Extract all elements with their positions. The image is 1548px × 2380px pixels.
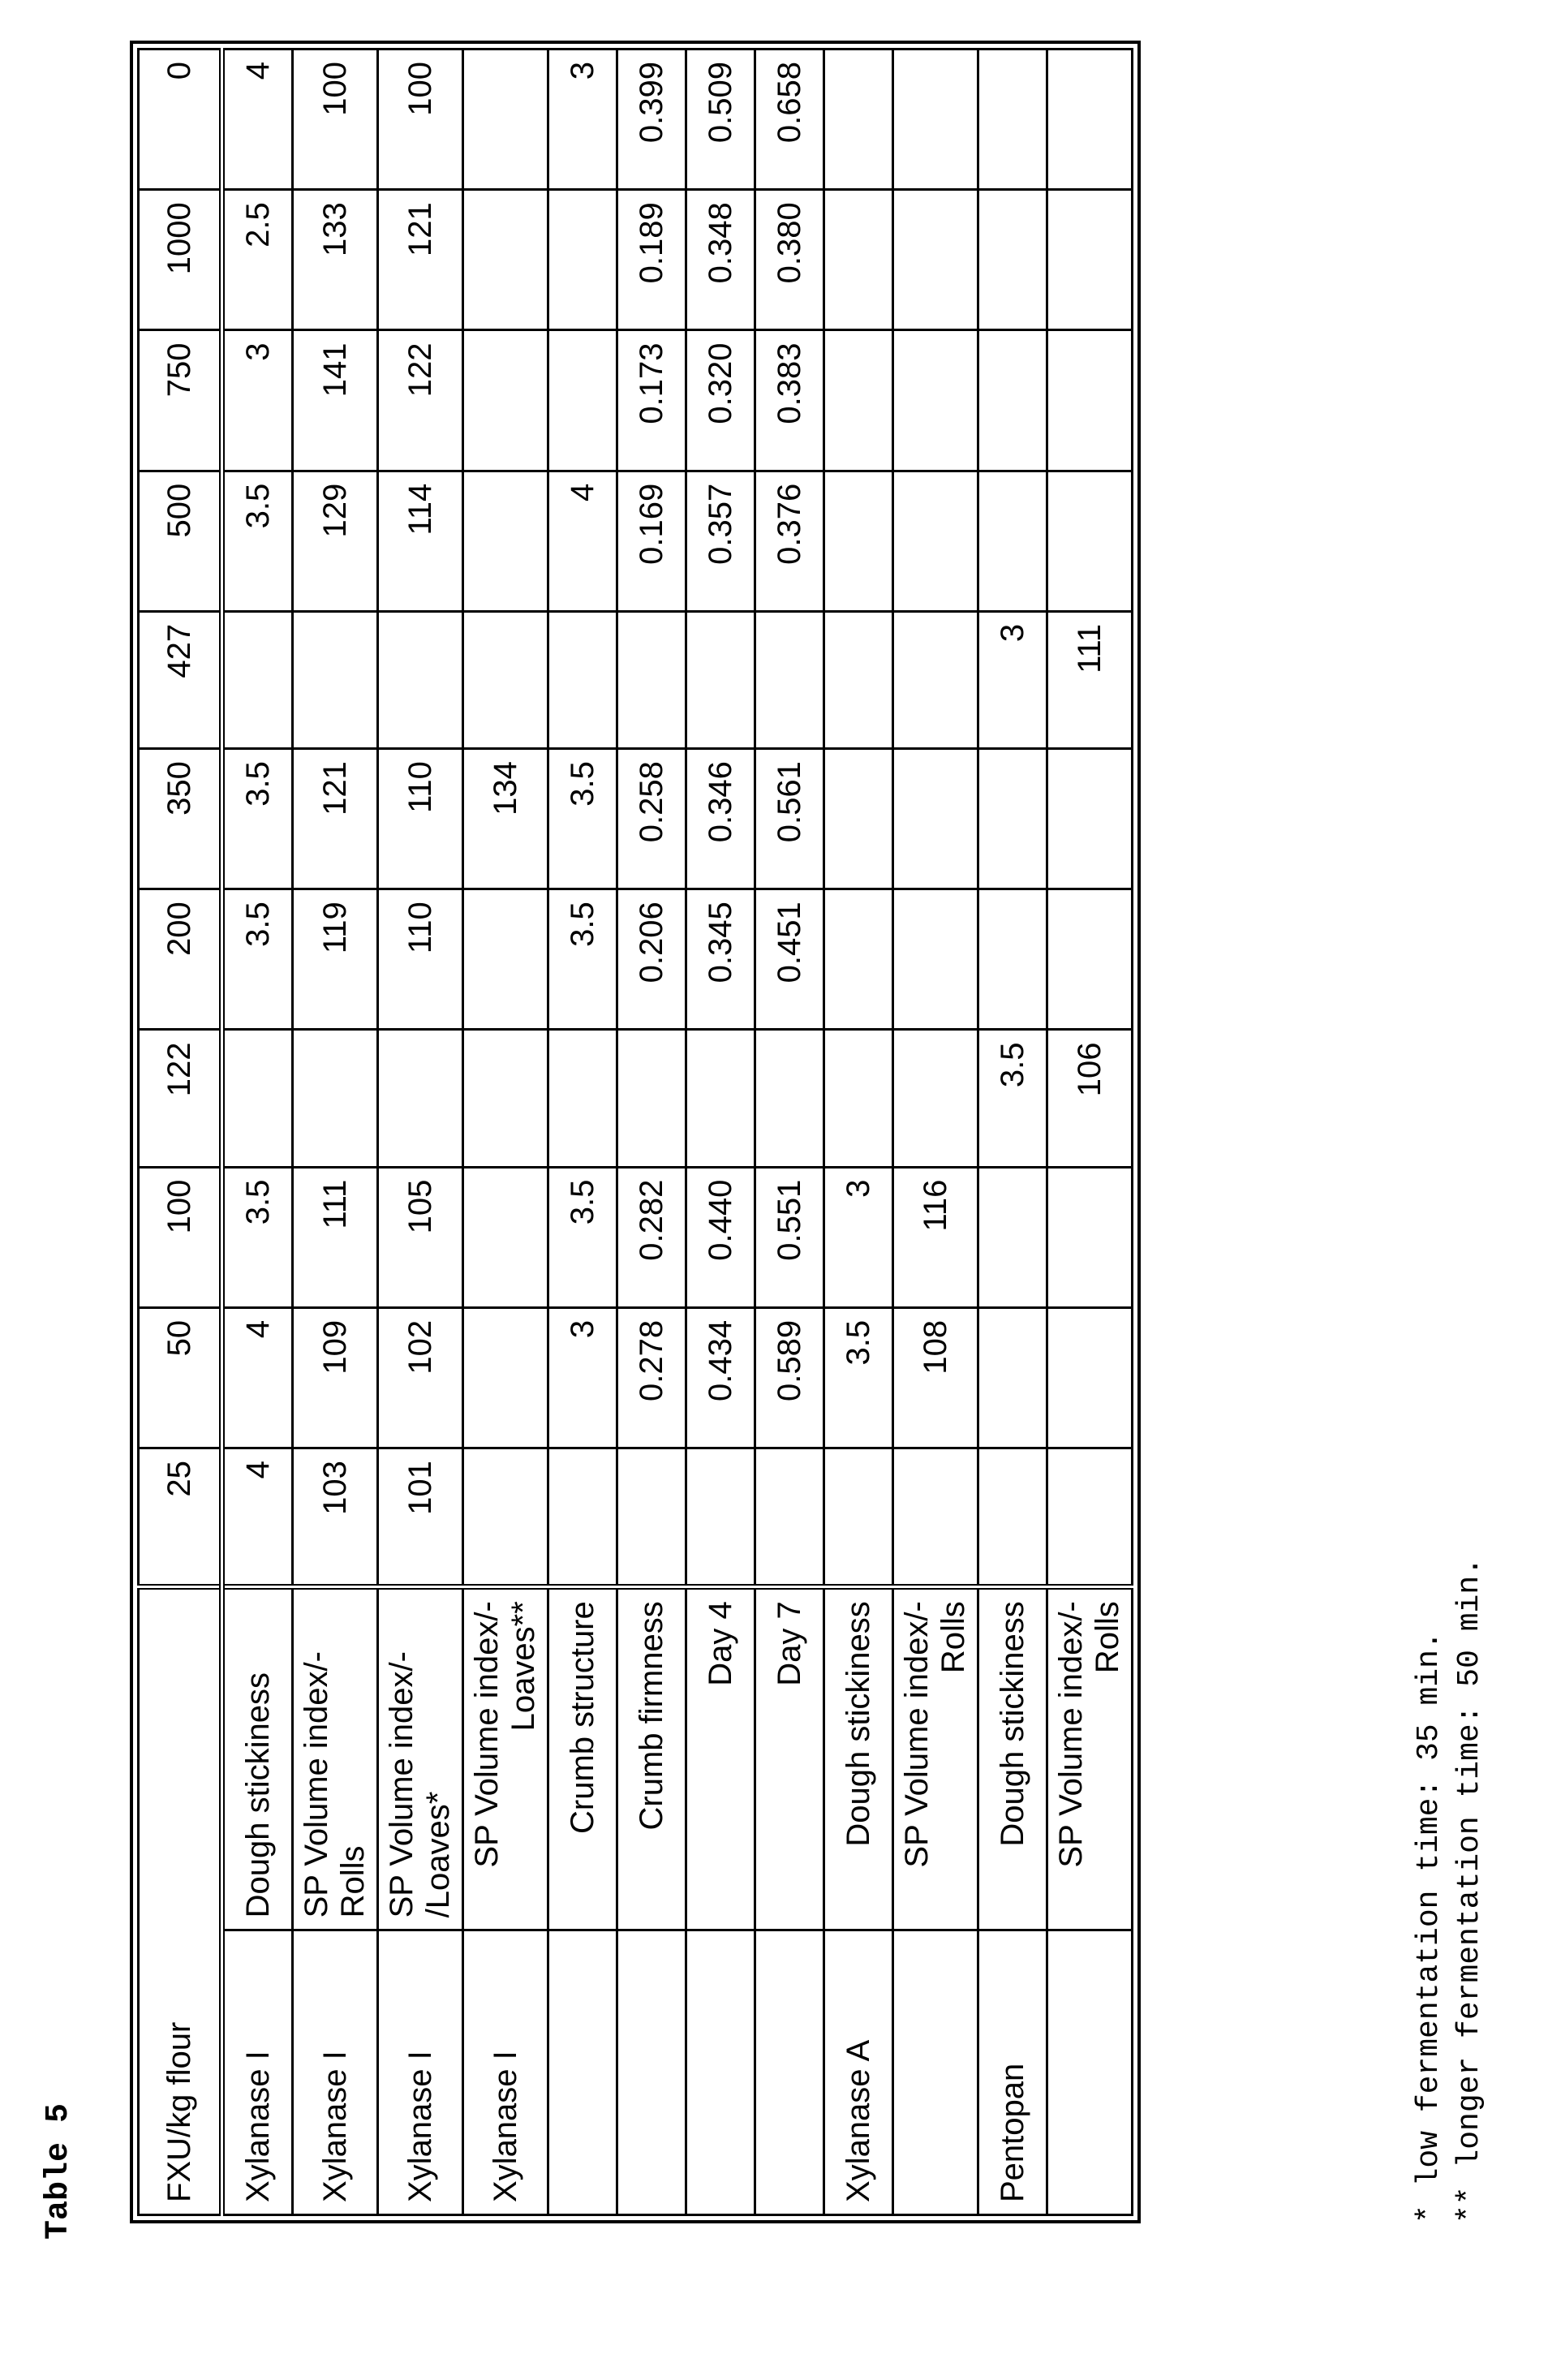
parameter-cell: Crumb firmness [617, 1587, 686, 1930]
value-cell: 0.345 [686, 889, 755, 1030]
value-cell [1047, 190, 1133, 330]
value-cell: 0.380 [755, 190, 824, 330]
enzyme-name-cell: Xylanase I [293, 1930, 378, 2215]
value-cell: 0.346 [686, 749, 755, 889]
parameter-cell: Day 4 [686, 1587, 755, 1930]
value-cell [893, 190, 978, 330]
value-cell: 114 [378, 471, 463, 611]
value-cell: 0.357 [686, 471, 755, 611]
value-cell: 0.509 [686, 49, 755, 190]
value-cell [893, 1448, 978, 1587]
value-cell: 121 [293, 749, 378, 889]
value-cell: 0.348 [686, 190, 755, 330]
results-table [137, 48, 1133, 2216]
value-cell [222, 1030, 293, 1167]
value-cell [463, 1167, 548, 1307]
dose-header: 200 [139, 889, 222, 1030]
value-cell: 0.658 [755, 49, 824, 190]
value-cell: 109 [293, 1307, 378, 1448]
value-cell: 105 [378, 1167, 463, 1307]
value-cell: 3.5 [222, 749, 293, 889]
value-cell: 3 [548, 49, 617, 190]
value-cell [1047, 749, 1133, 889]
value-cell: 3 [222, 330, 293, 471]
value-cell [463, 1448, 548, 1587]
value-cell: 3.5 [978, 1030, 1047, 1167]
value-cell [617, 1030, 686, 1167]
value-cell: 3.5 [824, 1307, 893, 1448]
enzyme-name-cell: Xylanase I [463, 1930, 548, 2215]
value-cell [1047, 1448, 1133, 1587]
parameter-cell: Dough stickiness [222, 1587, 293, 1930]
value-cell [978, 190, 1047, 330]
value-cell [548, 1030, 617, 1167]
footnote-2: ** longer fermentation time: 50 min. [1452, 1557, 1487, 2223]
value-cell [824, 1448, 893, 1587]
value-cell: 133 [293, 190, 378, 330]
value-cell [893, 471, 978, 611]
value-cell: 119 [293, 889, 378, 1030]
value-cell [978, 889, 1047, 1030]
value-cell [893, 330, 978, 471]
value-cell: 3 [978, 611, 1047, 748]
value-cell: 108 [893, 1307, 978, 1448]
value-cell [893, 749, 978, 889]
value-cell: 3.5 [548, 889, 617, 1030]
value-cell [755, 1030, 824, 1167]
value-cell: 100 [378, 49, 463, 190]
value-cell [824, 889, 893, 1030]
value-cell: 0.451 [755, 889, 824, 1030]
value-cell [978, 471, 1047, 611]
value-cell [824, 611, 893, 748]
value-cell [824, 330, 893, 471]
value-cell: 0.440 [686, 1167, 755, 1307]
value-cell [463, 889, 548, 1030]
value-cell [978, 1307, 1047, 1448]
value-cell [463, 1307, 548, 1448]
value-cell: 110 [378, 889, 463, 1030]
value-cell: 0.189 [617, 190, 686, 330]
value-cell: 3 [824, 1167, 893, 1307]
footnote-1: * low fermentation time: 35 min. [1412, 1631, 1447, 2223]
value-cell [824, 749, 893, 889]
value-cell [1047, 330, 1133, 471]
value-cell: 116 [893, 1167, 978, 1307]
value-cell [378, 611, 463, 748]
table-row [978, 49, 1047, 2215]
parameter-cell: Dough stickiness [978, 1587, 1047, 1930]
enzyme-name-cell [893, 1930, 978, 2215]
value-cell [548, 190, 617, 330]
enzyme-name-cell [686, 1930, 755, 2215]
table-frame [130, 41, 1141, 2223]
enzyme-name-cell: Xylanase I [222, 1930, 293, 2215]
table-row [824, 49, 893, 2215]
value-cell [686, 1030, 755, 1167]
value-cell [463, 190, 548, 330]
value-cell: 0.258 [617, 749, 686, 889]
value-cell: 4 [222, 1448, 293, 1587]
parameter-cell: SP Volume index/- Rolls [1047, 1587, 1133, 1930]
value-cell [463, 471, 548, 611]
value-cell: 0.278 [617, 1307, 686, 1448]
value-cell: 4 [222, 49, 293, 190]
value-cell [548, 330, 617, 471]
table-row [222, 49, 293, 2215]
value-cell: 0.206 [617, 889, 686, 1030]
value-cell: 3.5 [548, 1167, 617, 1307]
value-cell [893, 49, 978, 190]
value-cell: 3.5 [222, 889, 293, 1030]
value-cell [893, 1030, 978, 1167]
value-cell [617, 611, 686, 748]
value-cell: 0.399 [617, 49, 686, 190]
parameter-cell: Crumb structure [548, 1587, 617, 1930]
value-cell: 3.5 [222, 1167, 293, 1307]
value-cell: 0.320 [686, 330, 755, 471]
value-cell: 0.383 [755, 330, 824, 471]
value-cell [293, 1030, 378, 1167]
dose-header: 427 [139, 611, 222, 748]
rotated-page [41, 41, 1533, 2296]
table-row [893, 49, 978, 2215]
value-cell [978, 749, 1047, 889]
header-row [139, 49, 222, 2215]
table-row [1047, 49, 1133, 2215]
value-cell [755, 1448, 824, 1587]
parameter-cell: Dough stickiness [824, 1587, 893, 1930]
value-cell [686, 611, 755, 748]
value-cell [686, 1448, 755, 1587]
value-cell [824, 471, 893, 611]
value-cell: 100 [293, 49, 378, 190]
value-cell: 0.169 [617, 471, 686, 611]
table-row [755, 49, 824, 2215]
table-row [463, 49, 548, 2215]
enzyme-name-cell [755, 1930, 824, 2215]
enzyme-name-cell [1047, 1930, 1133, 2215]
table-row [378, 49, 463, 2215]
value-cell [378, 1030, 463, 1167]
value-cell: 106 [1047, 1030, 1133, 1167]
parameter-cell: SP Volume index/- Loaves** [463, 1587, 548, 1930]
value-cell [463, 611, 548, 748]
value-cell: 134 [463, 749, 548, 889]
value-cell [893, 611, 978, 748]
table-row [686, 49, 755, 2215]
value-cell: 121 [378, 190, 463, 330]
dose-header: 350 [139, 749, 222, 889]
parameter-cell: SP Volume index/- Rolls [893, 1587, 978, 1930]
value-cell: 0.282 [617, 1167, 686, 1307]
value-cell [463, 1030, 548, 1167]
dose-header: 100 [139, 1167, 222, 1307]
value-cell [1047, 49, 1133, 190]
value-cell: 0.551 [755, 1167, 824, 1307]
value-cell: 111 [293, 1167, 378, 1307]
value-cell: 0.561 [755, 749, 824, 889]
value-cell: 129 [293, 471, 378, 611]
value-cell [978, 330, 1047, 471]
dose-header: 750 [139, 330, 222, 471]
enzyme-name-cell: Xylanase I [378, 1930, 463, 2215]
value-cell [824, 1030, 893, 1167]
table-caption: Table 5 [41, 2102, 77, 2240]
dose-header: 122 [139, 1030, 222, 1167]
value-cell: 111 [1047, 611, 1133, 748]
value-cell [893, 889, 978, 1030]
value-cell [824, 49, 893, 190]
enzyme-name-cell [548, 1930, 617, 2215]
dose-header: 500 [139, 471, 222, 611]
value-cell: 2.5 [222, 190, 293, 330]
dose-header: 50 [139, 1307, 222, 1448]
dose-header: 1000 [139, 190, 222, 330]
enzyme-name-cell: Pentopan [978, 1930, 1047, 2215]
parameter-cell: Day 7 [755, 1587, 824, 1930]
dose-header: 25 [139, 1448, 222, 1587]
header-label: FXU/kg flour [139, 1587, 222, 2215]
value-cell [1047, 1167, 1133, 1307]
table-row [293, 49, 378, 2215]
value-cell [463, 330, 548, 471]
value-cell [1047, 471, 1133, 611]
value-cell [293, 611, 378, 748]
value-cell: 4 [548, 471, 617, 611]
value-cell: 102 [378, 1307, 463, 1448]
value-cell: 3.5 [222, 471, 293, 611]
value-cell [548, 1448, 617, 1587]
dose-header: 0 [139, 49, 222, 190]
value-cell [824, 190, 893, 330]
value-cell [1047, 889, 1133, 1030]
value-cell [978, 1167, 1047, 1307]
value-cell: 141 [293, 330, 378, 471]
enzyme-name-cell: Xylanase A [824, 1930, 893, 2215]
value-cell: 122 [378, 330, 463, 471]
parameter-cell: SP Volume index/- /Loaves* [378, 1587, 463, 1930]
value-cell: 0.589 [755, 1307, 824, 1448]
value-cell [755, 611, 824, 748]
value-cell: 0.434 [686, 1307, 755, 1448]
value-cell [978, 1448, 1047, 1587]
value-cell [1047, 1307, 1133, 1448]
value-cell: 0.173 [617, 330, 686, 471]
value-cell [617, 1448, 686, 1587]
value-cell: 3.5 [548, 749, 617, 889]
value-cell: 4 [222, 1307, 293, 1448]
value-cell: 3 [548, 1307, 617, 1448]
parameter-cell: SP Volume index/- Rolls [293, 1587, 378, 1930]
value-cell: 110 [378, 749, 463, 889]
enzyme-name-cell [617, 1930, 686, 2215]
value-cell [222, 611, 293, 748]
table-row [548, 49, 617, 2215]
value-cell [978, 49, 1047, 190]
value-cell: 101 [378, 1448, 463, 1587]
table-row [617, 49, 686, 2215]
value-cell: 103 [293, 1448, 378, 1587]
value-cell [463, 49, 548, 190]
value-cell: 0.376 [755, 471, 824, 611]
value-cell [548, 611, 617, 748]
